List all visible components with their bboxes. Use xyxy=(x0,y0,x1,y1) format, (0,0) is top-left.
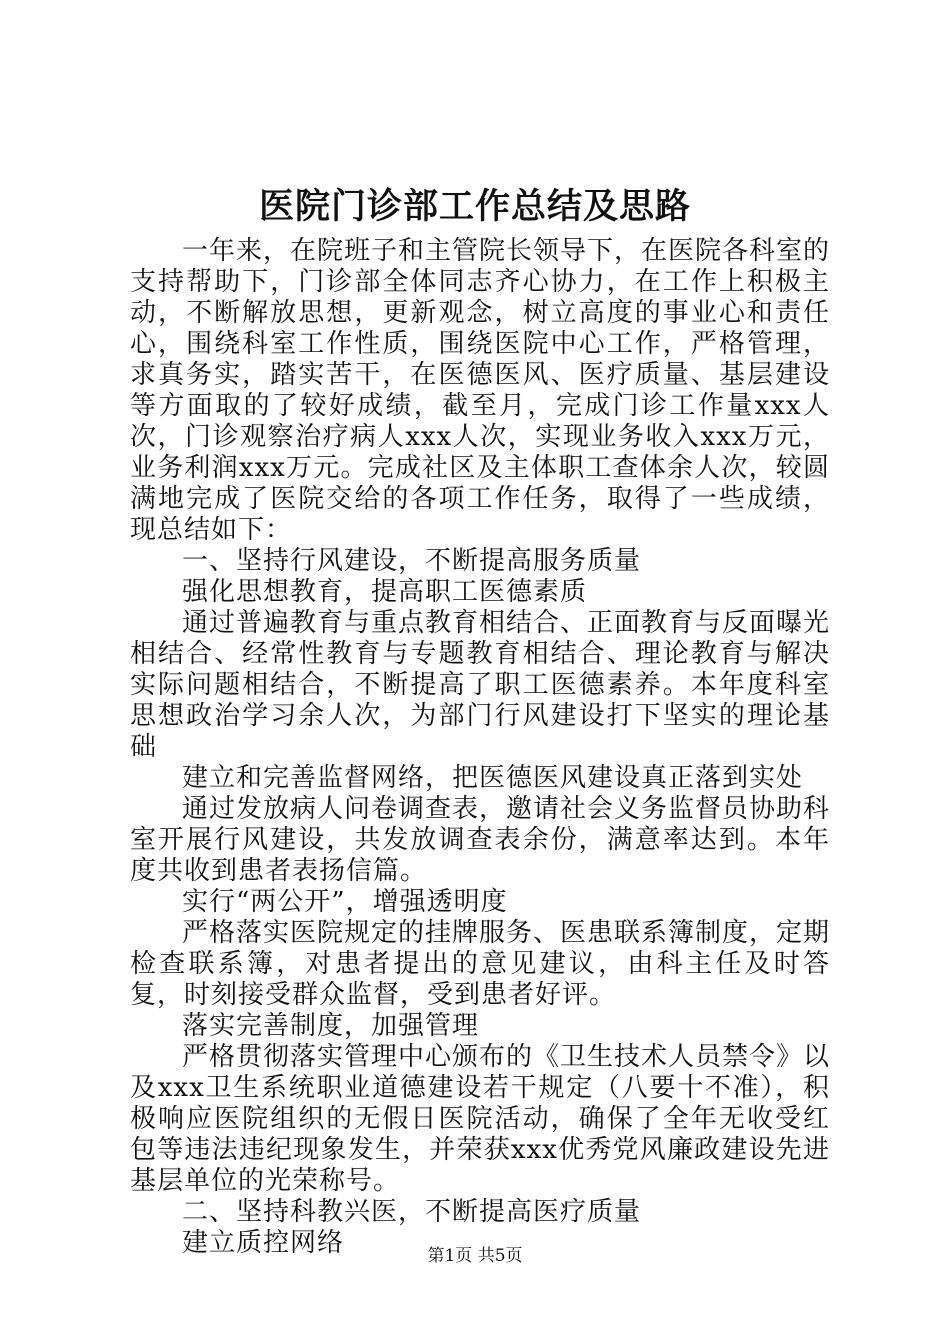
subheading: 建立和完善监督网络，把医德医风建设真正落到实处 xyxy=(182,763,804,793)
paragraph: 通过普遍教育与重点教育相结合、正面教育与反面曝光相结合、经常性教育与专题教育相结合、理论教育与解决实际问题相结合，不断提高了职工医德素养。本年度科室思想政治学习余人次，为部门行风建设打下坚实的理论基础 xyxy=(130,608,831,762)
subheading: 强化思想教育，提高职工医德素质 xyxy=(182,577,588,607)
subheading: 落实完善制度，加强管理 xyxy=(182,1011,480,1041)
section-heading-1: 一、坚持行风建设，不断提高服务质量 xyxy=(182,546,642,576)
document-body xyxy=(130,236,830,1259)
paragraph-intro: 一年来，在院班子和主管院长领导下，在医院各科室的支持帮助下，门诊部全体同志齐心协力，在工作上积极主动，不断解放思想，更新观念，树立高度的事业心和责任心，围绕科室工作性质，围绕医院中心工作，严格管理，求真务实，踏实苦干，在医德医风、医疗质量、基层建设等方面取的了较好成绩，截至月，完成门诊工作量xxx人次，门诊观察治疗病人xxx人次，实现业务收入xxx万元，业务利润xxx万元。完成社区及主体职工查体余人次，较圆满地完成了医院交给的各项工作任务，取得了一些成绩，现总结如下： xyxy=(130,236,831,545)
subheading: 建立质控网络 xyxy=(182,1228,345,1258)
paragraph: 严格贯彻落实管理中心颁布的《卫生技术人员禁令》以及xxx卫生系统职业道德建设若干规定（八要十不准），积极响应医院组织的无假日医院活动，确保了全年无收受红包等违法违纪现象发生，并荣获xxx优秀党风廉政建设先进基层单位的光荣称号。 xyxy=(130,1042,831,1196)
page-number-footer: 第1页 共5页 xyxy=(427,1246,523,1266)
subheading: 实行“两公开”，增强透明度 xyxy=(182,887,508,917)
section-heading-2: 二、坚持科教兴医，不断提高医疗质量 xyxy=(182,1197,642,1227)
document-title: 医院门诊部工作总结及思路 xyxy=(258,186,691,227)
paragraph: 通过发放病人问卷调查表，邀请社会义务监督员协助科室开展行风建设，共发放调查表余份，满意率达到。本年度共收到患者表扬信篇。 xyxy=(130,794,831,886)
paragraph: 严格落实医院规定的挂牌服务、医患联系簿制度，定期检查联系簿，对患者提出的意见建议，由科主任及时答复，时刻接受群众监督，受到患者好评。 xyxy=(130,918,831,1010)
